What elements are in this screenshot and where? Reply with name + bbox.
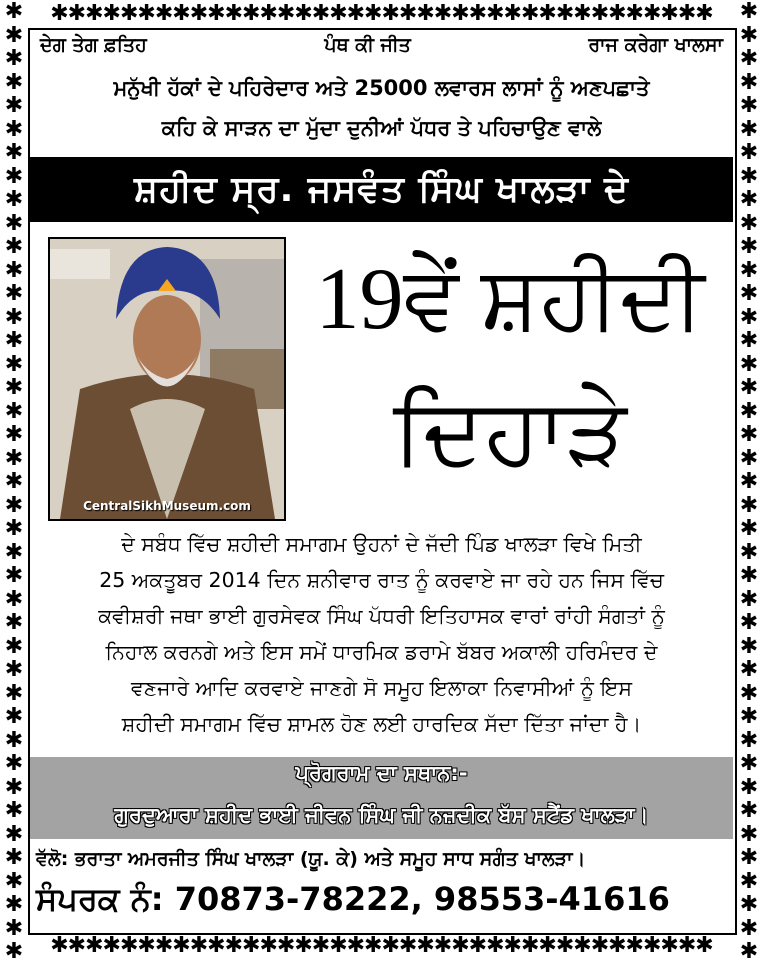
body-line-5: ਵਣਜਾਰੇ ਆਦਿ ਕਰਵਾਏ ਜਾਣਗੇ ਸੋ ਸਮੂਹ ਇਲਾਕਾ ਨਿਵਾਸੀਆਂ ਨੂੰ ਇਸ [131, 676, 632, 700]
bottom-star-border: ✱✱✱✱✱✱✱✱✱✱✱✱✱✱✱✱✱✱✱✱✱✱✱✱✱✱✱✱✱✱✱✱✱✱✱✱✱✱ [50, 933, 713, 958]
slogan-right: ਰਾਜ ਕਰੇਗਾ ਖਾਲਸਾ [588, 34, 723, 56]
body-line-1: ਦੇ ਸਬੰਧ ਵਿੱਚ ਸ਼ਹੀਦੀ ਸਮਾਗਮ ਉਹਨਾਂ ਦੇ ਜੱਦੀ ਪਿੰਡ ਖਾਲੜਾ ਵਿਖੇ ਮਿਤੀ [121, 532, 642, 556]
venue-address: ਗੁਰਦੁਆਰਾ ਸ਼ਹੀਦ ਭਾਈ ਜੀਵਨ ਸਿੰਘ ਜੀ ਨਜ਼ਦੀਕ ਬੱਸ ਸਟੈਂਡ ਖਾਲੜਾ। [114, 803, 649, 827]
body-line-3: ਕਵੀਸ਼ਰੀ ਜਥਾ ਭਾਈ ਗੁਰਸੇਵਕ ਸਿੰਘ ਪੱਧਰੀ ਇਤਿਹਾਸਕ ਵਾਰਾਂ ਰਾਂਹੀ ਸੰਗਤਾਂ ਨੂੰ [98, 604, 665, 628]
organizer-line: ਵੱਲੋ: ਭਰਾਤਾ ਅਮਰਜੀਤ ਸਿੰਘ ਖਾਲੜਾ (ਯੂ. ਕੇ) ਅਤੇ ਸਮੂਹ ਸਾਧ ਸਗੰਤ ਖਾਲੜਾ। [36, 848, 586, 870]
venue-label: ਪ੍ਰੋਗਰਾਮ ਦਾ ਸਥਾਨ:- [295, 761, 468, 785]
name-banner: ਸ਼ਹੀਦ ਸ੍ਰ. ਜਸਵੰਤ ਸਿੰਘ ਖਾਲੜਾ ਦੇ [30, 157, 733, 222]
body-line-4: ਨਿਹਾਲ ਕਰਨਗੇ ਅਤੇ ਇਸ ਸਮੇਂ ਧਾਰਮਿਕ ਡਰਾਮੇ ਬੱਬਰ ਅਕਾਲੀ ਹਰਿਮੰਦਰ ਦੇ [105, 640, 658, 664]
heading-anniversary: 19ਵੇਂ ਸ਼ਹੀਦੀ [315, 251, 705, 348]
right-star-border: ✱ ✱ ✱ ✱ ✱ ✱ ✱ ✱ ✱ ✱ ✱ ✱ ✱ ✱ ✱ ✱ ✱ ✱ ✱ ✱ ✱ ✱ ✱ ✱ ✱ ✱ ✱ ✱ ✱ ✱ ✱ ✱ ✱ ✱ ✱ ✱ ✱ ✱ ✱ ✱ ✱ [739, 0, 759, 960]
top-star-border: ✱✱✱✱✱✱✱✱✱✱✱✱✱✱✱✱✱✱✱✱✱✱✱✱✱✱✱✱✱✱✱✱✱✱✱✱✱✱ [50, 1, 713, 26]
body-line-2: 25 ਅਕਤੂਬਰ 2014 ਦਿਨ ਸ਼ਨੀਵਾਰ ਰਾਤ ਨੂੰ ਕਰਵਾਏ ਜਾ ਰਹੇ ਹਨ ਜਿਸ ਵਿੱਚ [99, 568, 664, 592]
intro-line-2: ਕਹਿ ਕੇ ਸਾੜਨ ਦਾ ਮੁੱਦਾ ਦੁਨੀਆਂ ਪੱਧਰ ਤੇ ਪਹਿਚਾਉਣ ਵਾਲੇ [161, 116, 602, 140]
slogan-left: ਦੇਗ ਤੇਗ ਫ਼ਤਿਹ [40, 34, 147, 56]
intro-line-1: ਮਨੁੱਖੀ ਹੱਕਾਂ ਦੇ ਪਹਿਰੇਦਾਰ ਅਤੇ 25000 ਲਵਾਰਸ ਲਾਸਾਂ ਨੂੰ ਅਣਪਛਾਤੇ [113, 76, 650, 100]
photo-watermark: CentralSikhMuseum.com [83, 499, 251, 513]
slogan-row [40, 34, 723, 64]
portrait-photo [48, 237, 286, 521]
body-line-6: ਸ਼ਹੀਦੀ ਸਮਾਗਮ ਵਿੱਚ ਸ਼ਾਮਲ ਹੋਣ ਲਈ ਹਾਰਦਿਕ ਸੱਦਾ ਦਿੱਤਾ ਜਾਂਦਾ ਹੈ। [121, 712, 642, 736]
slogan-center: ਪੰਥ ਕੀ ਜੀਤ [324, 34, 411, 56]
portrait-illustration [50, 239, 284, 519]
contact-numbers: ਸੰਪਰਕ ਨੰ: 70873-78222, 98553-41616 [36, 880, 670, 918]
left-star-border: ✱ ✱ ✱ ✱ ✱ ✱ ✱ ✱ ✱ ✱ ✱ ✱ ✱ ✱ ✱ ✱ ✱ ✱ ✱ ✱ ✱ ✱ ✱ ✱ ✱ ✱ ✱ ✱ ✱ ✱ ✱ ✱ ✱ ✱ ✱ ✱ ✱ ✱ ✱ ✱ ✱ [4, 0, 24, 960]
heading-day: ਦਿਹਾੜੇ [393, 381, 627, 483]
